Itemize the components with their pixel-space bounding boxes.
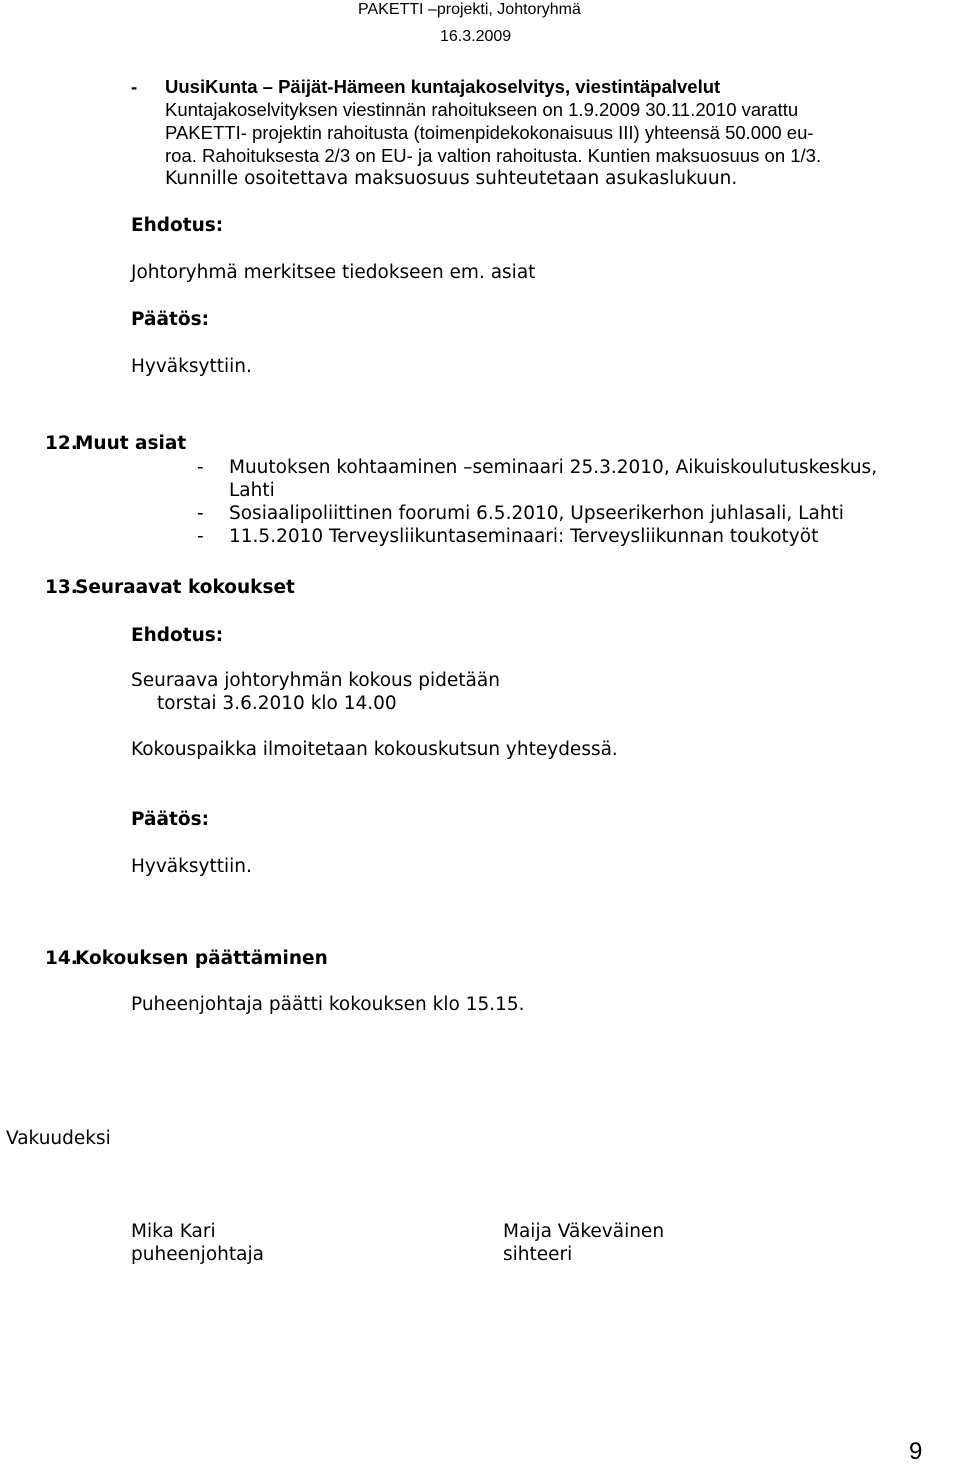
signatory-name: Mika Kari xyxy=(131,1221,216,1242)
section-title: Muut asiat xyxy=(75,433,187,454)
signatory-name: Maija Väkeväinen xyxy=(503,1221,665,1242)
uusikunta-body-line: Kunnille osoitettava maksuosuus suhteutetaan asukaslukuun. xyxy=(165,168,738,189)
section-number: 13. xyxy=(45,577,78,598)
page-number: 9 xyxy=(909,1438,923,1465)
proposal-label: Ehdotus: xyxy=(131,215,224,236)
document-header-date: 16.3.2009 xyxy=(440,28,512,45)
proposal-label: Ehdotus: xyxy=(131,625,224,646)
section-number: 14. xyxy=(45,948,78,969)
list-item: Sosiaalipoliittinen foorumi 6.5.2010, Upseerikerhon juhlasali, Lahti xyxy=(229,503,844,524)
list-item: 11.5.2010 Terveysliikuntaseminaari: Terveysliikunnan toukotyöt xyxy=(229,526,819,547)
closing-text: Puheenjohtaja päätti kokouksen klo 15.15. xyxy=(131,994,525,1015)
signature-label: Vakuudeksi xyxy=(6,1128,111,1149)
decision-text: Hyväksyttiin. xyxy=(131,356,252,377)
signatory-role: puheenjohtaja xyxy=(131,1244,264,1265)
list-item-dash: - xyxy=(197,503,204,524)
decision-label: Päätös: xyxy=(131,809,209,830)
proposal-text: Seuraava johtoryhmän kokous pidetään xyxy=(131,670,500,691)
section-title: Kokouksen päättäminen xyxy=(75,948,328,969)
list-item-continuation: Lahti xyxy=(229,480,275,501)
section-number: 12. xyxy=(45,433,78,454)
uusikunta-body-line: roa. Rahoituksesta 2/3 on EU- ja valtion rahoitusta. Kuntien maksuosuus on 1/3. xyxy=(165,145,822,166)
list-item: Muutoksen kohtaaminen –seminaari 25.3.2010, Aikuiskoulutuskeskus, xyxy=(229,457,878,478)
uusikunta-body-line: PAKETTI- projektin rahoitusta (toimenpidekokonaisuus III) yhteensä 50.000 eu- xyxy=(165,122,814,143)
list-item-dash: - xyxy=(197,526,204,547)
proposal-text-continuation: torstai 3.6.2010 klo 14.00 xyxy=(157,693,397,714)
list-item-dash: - xyxy=(197,457,204,478)
uusikunta-body-line: Kuntajakoselvityksen viestinnän rahoitukseen on 1.9.2009 30.11.2010 varattu xyxy=(165,99,799,120)
location-text: Kokouspaikka ilmoitetaan kokouskutsun yhteydessä. xyxy=(131,739,618,760)
decision-text: Hyväksyttiin. xyxy=(131,856,252,877)
document-header-title: PAKETTI –projekti, Johtoryhmä xyxy=(358,1,581,18)
uusikunta-heading: UusiKunta – Päijät-Hämeen kuntajakoselvitys, viestintäpalvelut xyxy=(165,76,721,97)
signatory-role: sihteeri xyxy=(503,1244,573,1265)
proposal-text: Johtoryhmä merkitsee tiedokseen em. asiat xyxy=(131,262,536,283)
bullet-dash: - xyxy=(131,76,138,97)
section-title: Seuraavat kokoukset xyxy=(75,577,295,598)
decision-label: Päätös: xyxy=(131,309,209,330)
